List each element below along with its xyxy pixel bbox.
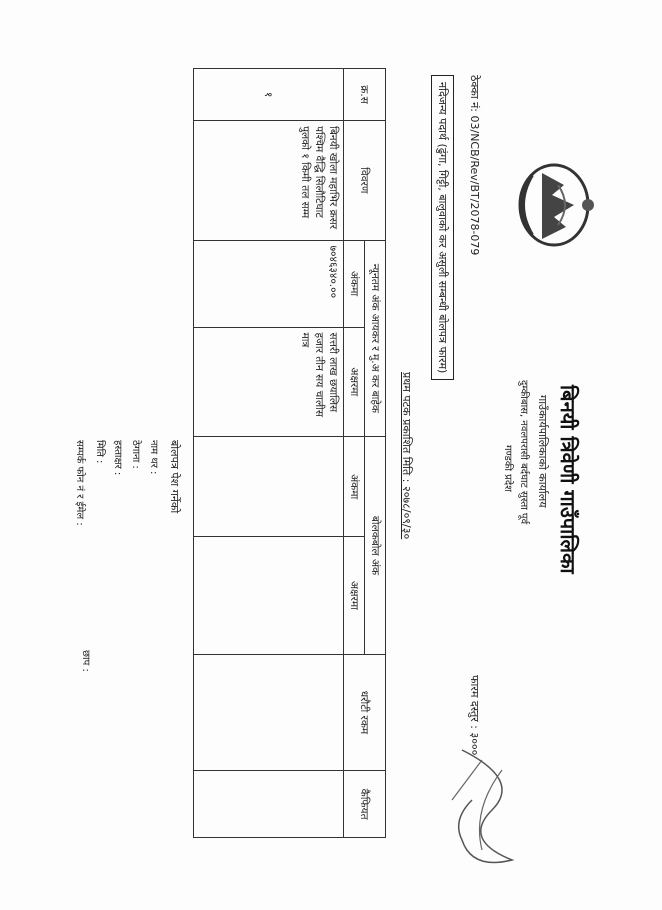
row-min-figures: ७०४६३४०.०० xyxy=(194,240,344,327)
header-deposit: धरौटी रकम xyxy=(344,654,386,770)
row-bid-words[interactable] xyxy=(194,537,344,655)
office-address: दुम्कीबास, नवलपरासी बर्दघाट सुस्ता पूर्व xyxy=(518,380,529,525)
bidder-contact: सम्पर्क फोन नं र ईमेल : xyxy=(74,440,85,526)
bidder-heading: बोलपत्र पेश गर्नेको xyxy=(168,440,181,514)
government-emblem-icon xyxy=(512,155,602,255)
header-description: विवरण xyxy=(344,121,386,240)
form-title: नदिजन्य पदार्थ (ढुंगा, गिट्टी, बालुवाको कर असुली सम्बन्धी बोलपत्र फारम) xyxy=(431,75,454,380)
header-min-figures: अंकमा xyxy=(344,240,365,327)
bidder-name: नाम थर : xyxy=(148,440,159,475)
row-min-words: सत्तरी लाख छयालिस हजार तीन सय चालीस मात्र xyxy=(194,327,344,437)
row-description: बिनयी खोला महाभिर क्रसर पश्चिम वैद्धि सिलौटिघाट पुलको १ किमी तल सम्म xyxy=(194,121,344,240)
bidder-stamp: छाप : xyxy=(80,650,91,672)
row-remarks[interactable] xyxy=(194,771,344,838)
bidder-signature: हस्ताक्षर : xyxy=(112,440,123,476)
header-bid-amount: बोलकबोल अंक xyxy=(365,437,386,655)
form-fee: फारम दस्तुर : ३००० xyxy=(468,675,481,756)
row-deposit[interactable] xyxy=(194,654,344,770)
header-minimum: न्यूनतम अंक आयकर र मु.अ कर बाहेक xyxy=(365,240,386,437)
office-name: गाउँकार्यपालिकाको कार्यालय xyxy=(536,395,549,508)
municipality-title: बिनयी त्रिवेणी गाउँपालिका xyxy=(556,385,580,574)
reference-number: ठेक्का नं: 03/NCB/Rev/BT/2078-079 xyxy=(468,75,481,256)
bidder-date: मिति : xyxy=(94,440,105,464)
province-name: गण्डकी प्रदेश xyxy=(502,445,513,492)
row-sn: १ xyxy=(194,69,344,121)
signature-scribble xyxy=(442,740,532,890)
publish-date: प्रथम पटक प्रकाशित मिति : २०७८/०९/३० xyxy=(400,372,413,540)
header-bid-words: अक्षरमा xyxy=(344,537,365,655)
bidder-address: ठेगाना : xyxy=(130,440,141,469)
header-min-words: अक्षरमा xyxy=(344,327,365,437)
row-bid-figures[interactable] xyxy=(194,437,344,537)
table-row xyxy=(194,69,344,838)
header-remarks: कैफियत xyxy=(344,771,386,838)
header-sn: क्र.स xyxy=(344,69,386,121)
header-bid-figures: अंकमा xyxy=(344,437,365,537)
bid-table xyxy=(193,68,386,838)
